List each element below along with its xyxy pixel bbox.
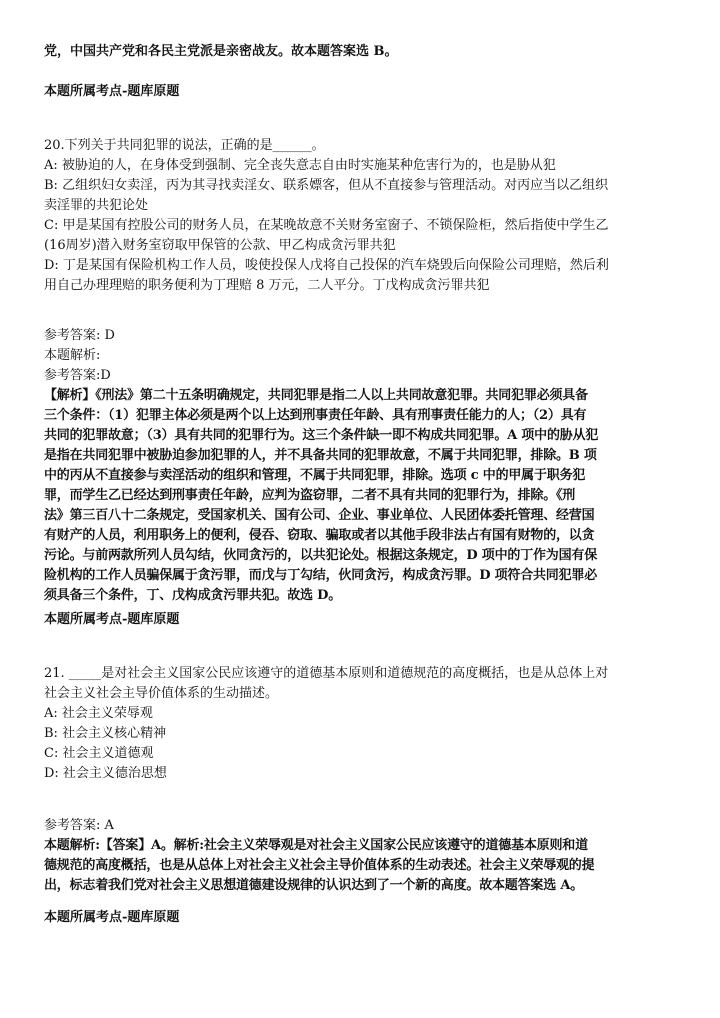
- q20-answer-block: [44, 326, 680, 606]
- q21-answer: 参考答案: A: [44, 818, 114, 833]
- q21-explanation-line: 出，标志着我们党对社会主义思想道德建设规律的认识达到了一个新的高度。故本题答案选 A。: [44, 878, 584, 893]
- q20-explanation-line: 三个条件：（1）犯罪主体必须是两个以上达到刑事责任年龄、具有刑事责任能力的人；（2）具有: [44, 408, 587, 423]
- q21-option: D: 社会主义德治思想: [44, 766, 167, 781]
- q20-explanation-line: 共同的犯罪故意；（3）具有共同的犯罪行为。这三个条件缺一即不构成共同犯罪。A 项中的胁从犯: [44, 428, 599, 443]
- q20-explanation-line: 险机构的工作人员骗保属于贪污罪，而戊与丁勾结，伙同贪污，构成贪污罪。D 项符合共同犯罪必: [44, 568, 598, 583]
- q20-footer: 本题所属考点-题库原题: [44, 612, 180, 627]
- q21-explanation-line: 本题解析:【答案】A。解析:社会主义荣辱观是对社会主义国家公民应该遵守的道德基本原则和道: [44, 838, 588, 853]
- q20-explanation-line: 法》第三百八十二条规定，受国家机关、国有公司、企业、事业单位、人民团体委托管理、经营国: [44, 508, 595, 523]
- q20-explanation-line: 【解析】《刑法》第二十五条明确规定，共同犯罪是指二人以上共同故意犯罪。共同犯罪必须具备: [44, 388, 588, 403]
- q20-stem: 20.下列关于共同犯罪的说法，正确的是______。: [44, 138, 325, 153]
- intro-footer: 本题所属考点-题库原题: [44, 84, 180, 99]
- q21-option: A: 社会主义荣辱观: [44, 706, 153, 721]
- q20-option: D: 丁是某国有保险机构工作人员，唆使投保人戊将自己投保的汽车烧毁后向保险公司理赔，然后利: [44, 258, 609, 273]
- q21-footer-wrap: [44, 908, 680, 928]
- q21-option: B: 社会主义核心精神: [44, 726, 167, 741]
- q20-answer-repeat: 参考答案:D: [44, 368, 111, 383]
- q20-option: 用自己办理理赔的职务便利为丁理赔 8 万元，二人平分。丁戊构成贪污罪共犯: [44, 278, 490, 293]
- q20-explanation-line: 有财产的人员，利用职务上的便利，侵吞、窃取、骗取或者以其他手段非法占有国有财物的，以贪: [44, 528, 595, 543]
- q21-answer-block: [44, 816, 680, 896]
- q20-explanation-line: 是指在共同犯罪中被胁迫参加犯罪的人，并不具备共同的犯罪故意，不属于共同犯罪，排除。B 项: [44, 448, 597, 463]
- q20-explanation-line: 罪，而学生乙已经达到刑事责任年龄，应判为盗窃罪，二者不具有共同的犯罪行为，排除。《刑: [44, 488, 576, 503]
- q20-answer: 参考答案: D: [44, 328, 115, 343]
- q21-stem: 21. _____是对社会主义国家公民应该遵守的道德基本原则和道德规范的高度概括，也是从总体上对: [44, 666, 609, 681]
- q21-stem: 社会主义社会主导价值体系的生动描述。: [44, 686, 279, 701]
- q21-explanation-line: 德规范的高度概括，也是从总体上对社会主义社会主导价值体系的生动表述。社会主义荣辱观的提: [44, 858, 595, 873]
- q20-option: B: 乙组织妇女卖淫，丙为其寻找卖淫女、联系嫖客，但从不直接参与管理活动。对丙应当以乙组织: [44, 178, 609, 193]
- q20-analysis-label: 本题解析:: [44, 348, 101, 363]
- q20-option: A: 被胁迫的人，在身体受到强制、完全丧失意志自由时实施某种危害行为的，也是胁从犯: [44, 158, 556, 173]
- q20-option: (16周岁)潜入财务室窃取甲保管的公款、甲乙构成贪污罪共犯: [44, 238, 396, 253]
- q20-option: C: 甲是某国有控股公司的财务人员，在某晚故意不关财务室窗子、不锁保险柜，然后指使中学生乙: [44, 218, 609, 233]
- q20-explanation-line: 须具备三个条件，丁、戊构成贪污罪共犯。故选 D。: [44, 588, 341, 603]
- question-21: [44, 664, 680, 784]
- q21-option: C: 社会主义道德观: [44, 746, 154, 761]
- intro-answer-line: 党，中国共产党和各民主党派是亲密战友。故本题答案选 B。: [44, 44, 398, 59]
- q20-footer-wrap: [44, 610, 680, 630]
- q21-footer: 本题所属考点-题库原题: [44, 910, 180, 925]
- q20-option: 卖淫罪的共犯论处: [44, 198, 149, 213]
- q20-explanation-line: 中的丙从不直接参与卖淫活动的组织和管理，不属于共同犯罪，排除。选项 c 中的甲属于职务犯: [44, 468, 586, 483]
- intro-section: [44, 42, 680, 62]
- q20-explanation-line: 污论。与前两款所列人员勾结，伙同贪污的，以共犯论处。根据这条规定，D 项中的丁作为国有保: [44, 548, 598, 563]
- intro-footer-wrap: [44, 82, 680, 102]
- question-20: [44, 136, 680, 296]
